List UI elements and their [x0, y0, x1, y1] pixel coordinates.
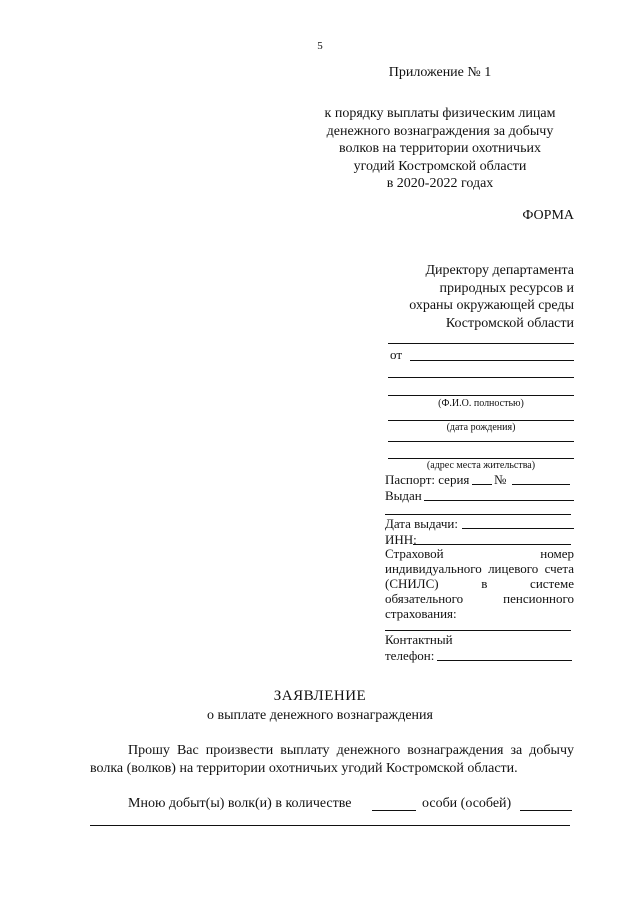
- statement-subtitle: о выплате денежного вознаграждения: [207, 708, 433, 723]
- address-caption: (адрес места жительства): [426, 460, 536, 471]
- birth-date-caption: (дата рождения): [446, 422, 516, 433]
- appendix-line: в 2020-2022 годах: [386, 176, 494, 191]
- snils-word: обязательного: [385, 591, 464, 606]
- issued-by-field[interactable]: [424, 500, 574, 501]
- issued-by-field-line-2[interactable]: [385, 514, 571, 515]
- passport-number-label: №: [494, 472, 507, 487]
- inn-label: ИНН:: [385, 532, 417, 547]
- addressee-line: Директору департамента: [425, 263, 574, 278]
- snils-word: номер: [540, 546, 574, 561]
- passport-series-field[interactable]: [472, 484, 492, 485]
- birth-date-field[interactable]: [388, 420, 574, 421]
- snils-field[interactable]: [385, 630, 571, 631]
- passport-series-label: Паспорт: серия: [385, 472, 470, 487]
- fio-field-line-2[interactable]: [388, 395, 574, 396]
- appendix-line: к порядку выплаты физическим лицам: [324, 106, 556, 121]
- snils-word: (СНИЛС): [385, 576, 439, 591]
- snils-word: лицевого: [488, 561, 539, 576]
- page-number: 5: [317, 40, 323, 52]
- contact-label-line-2: телефон:: [385, 648, 435, 663]
- addressee-line: охраны окружающей среды: [409, 298, 574, 313]
- snils-word: системе: [530, 576, 574, 591]
- inn-field[interactable]: [413, 544, 571, 545]
- appendix-line: угодий Костромской области: [353, 158, 527, 174]
- details-field-line[interactable]: [90, 825, 570, 826]
- addressee-line: природных ресурсов и: [439, 280, 574, 296]
- snils-label: [385, 546, 574, 621]
- contact-label-line-1: Контактный: [385, 632, 453, 647]
- contact-phone-field[interactable]: [437, 660, 572, 661]
- statement-paragraph: Прошу Вас произвести выплату денежного вознаграждения за добычу волка (волков) на территории охотничьих угодий Костромской области.: [90, 743, 574, 776]
- statement-title: ЗАЯВЛЕНИЕ: [273, 688, 367, 704]
- appendix-line: волков на территории охотничьих: [339, 141, 541, 156]
- snils-word: страхования:: [385, 606, 457, 621]
- wolf-count-middle: особи (особей): [422, 796, 512, 811]
- addressee-block: [380, 262, 574, 332]
- fio-field-line-1[interactable]: [388, 377, 574, 378]
- from-field[interactable]: [410, 360, 574, 361]
- appendix-title: Приложение № 1: [388, 65, 492, 80]
- issue-date-label: Дата выдачи:: [385, 516, 459, 531]
- appendix-description: [300, 105, 580, 193]
- snils-word: счета: [544, 561, 574, 576]
- snils-word: в: [481, 576, 488, 591]
- snils-word: пенсионного: [503, 591, 574, 606]
- appendix-line: денежного вознаграждения за добычу: [326, 123, 554, 139]
- address-field-line-2[interactable]: [388, 458, 574, 459]
- snils-word: Страховой: [385, 546, 444, 561]
- wolf-count-extra-field[interactable]: [520, 810, 572, 811]
- wolf-count-prefix: Мною добыт(ы) волк(и) в количестве: [128, 796, 352, 811]
- addressee-line: Костромской области: [445, 315, 574, 331]
- wolf-count-field[interactable]: [372, 810, 416, 811]
- passport-number-field[interactable]: [512, 484, 570, 485]
- address-field-line-1[interactable]: [388, 441, 574, 442]
- fio-caption: (Ф.И.О. полностью): [438, 398, 524, 409]
- snils-word: индивидуального: [385, 561, 482, 576]
- from-label: от: [390, 347, 403, 362]
- issued-by-label: Выдан: [385, 488, 422, 503]
- form-label: ФОРМА: [522, 208, 574, 223]
- addressee-fill-line[interactable]: [388, 343, 574, 344]
- issue-date-field[interactable]: [462, 528, 574, 529]
